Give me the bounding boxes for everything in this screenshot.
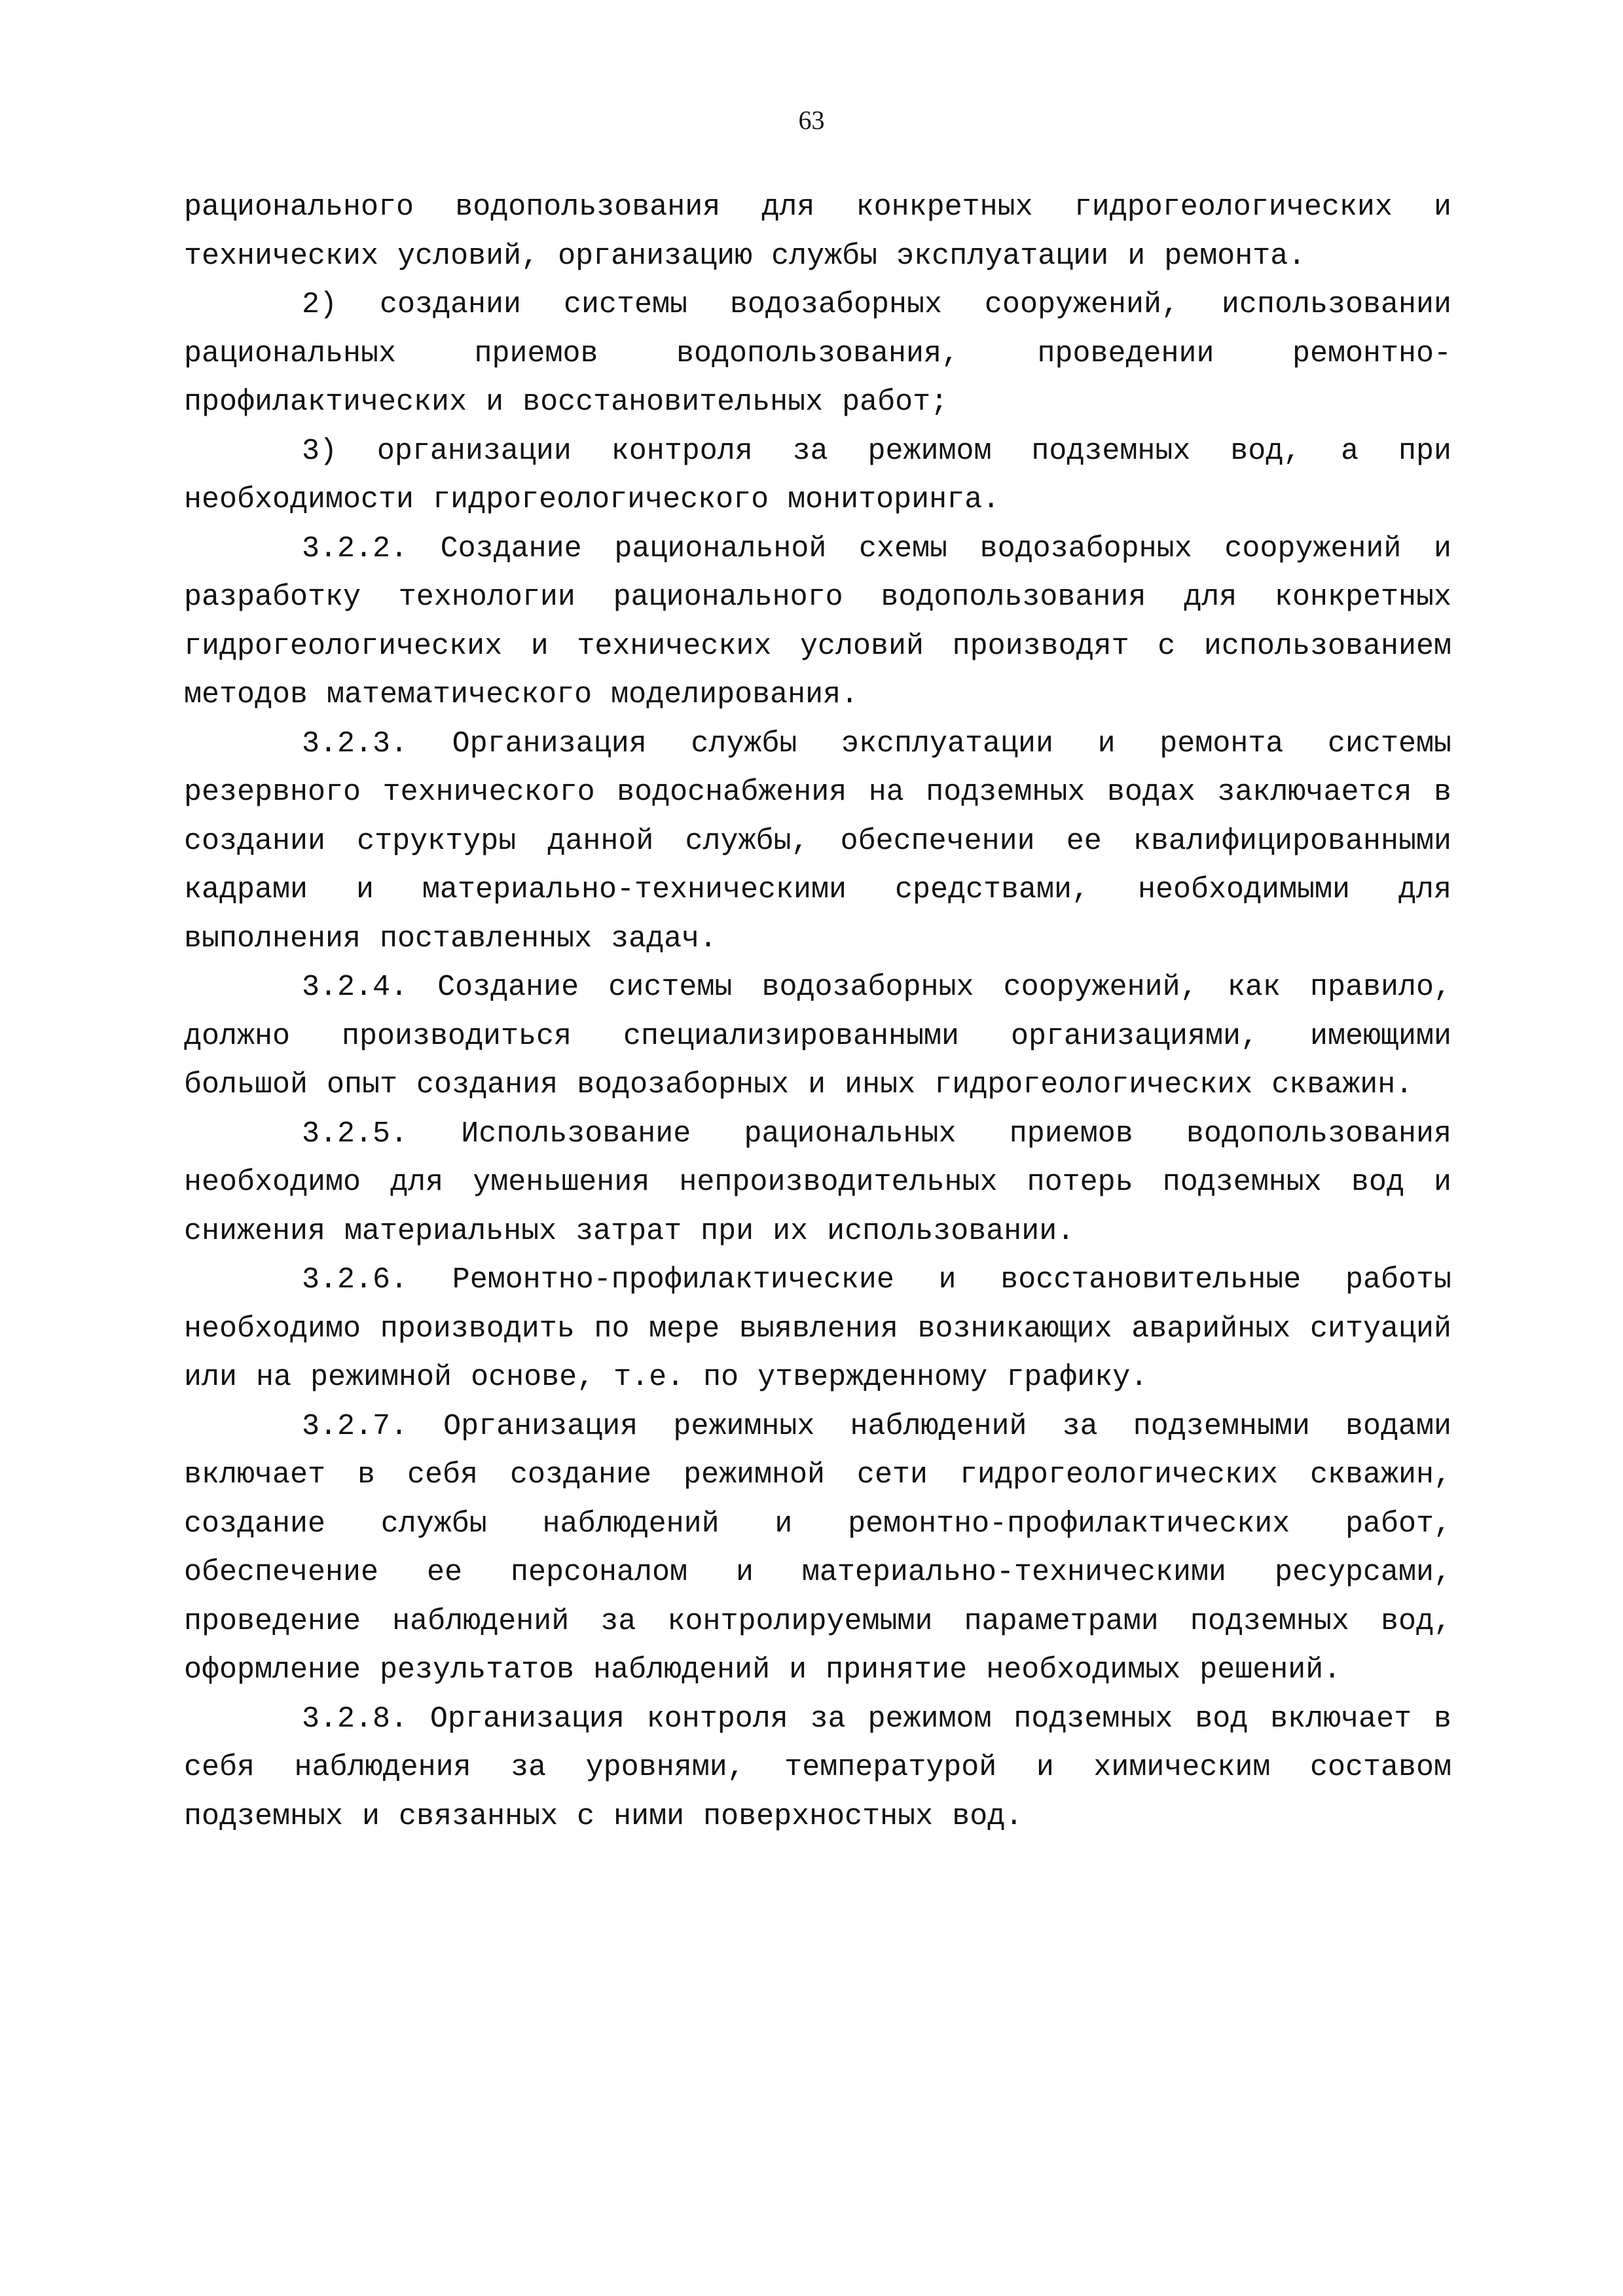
- paragraph-item-2: 2) создании системы водозаборных сооружений, использовании рациональных приемов водопользования, проведении ремонтно-профилактических и восстановительных работ;: [184, 288, 1451, 419]
- paragraph-3-2-3: 3.2.3. Организация службы эксплуатации и ремонта системы резервного технического водоснабжения на подземных водах заключается в создании структуры данной службы, обеспечении ее квалифицированными кадрами и материально-техническими средствами, необходимыми для выполнения поставленных задач.: [184, 726, 1451, 956]
- page-number: 63: [798, 105, 825, 135]
- paragraph-3-2-2: 3.2.2. Создание рациональной схемы водозаборных сооружений и разработку технологии рационального водопользования для конкретных гидрогеологических и технических условий производят с использованием методов математического моделирования.: [184, 531, 1451, 711]
- paragraph-item-3: 3) организации контроля за режимом подземных вод, а при необходимости гидрогеологического мониторинга.: [184, 434, 1451, 516]
- paragraph-3-2-7: 3.2.7. Организация режимных наблюдений за подземными водами включает в себя создание режимной сети гидрогеологических скважин, создание службы наблюдений и ремонтно-профилактических работ, обеспечение ее персоналом и материально-техническими ресурсами, проведение наблюдений за контролируемыми параметрами подземных вод, оформление результатов наблюдений и принятие необходимых решений.: [184, 1409, 1451, 1687]
- paragraph-3-2-5: 3.2.5. Использование рациональных приемов водопользования необходимо для уменьшения непроизводительных потерь подземных вод и снижения материальных затрат при их использовании.: [184, 1117, 1451, 1248]
- paragraph-continuation: рационального водопользования для конкретных гидрогеологических и технических условий, организацию службы эксплуатации и ремонта.: [184, 190, 1451, 273]
- paragraph-3-2-8: 3.2.8. Организация контроля за режимом подземных вод включает в себя наблюдения за уровнями, температурой и химическим составом подземных и связанных с ними поверхностных вод.: [184, 1702, 1451, 1833]
- document-body: [184, 183, 1451, 1841]
- paragraph-3-2-6: 3.2.6. Ремонтно-профилактические и восстановительные работы необходимо производить по мере выявления возникающих аварийных ситуаций или на режимной основе, т.е. по утвержденному графику.: [184, 1263, 1451, 1394]
- paragraph-3-2-4: 3.2.4. Создание системы водозаборных сооружений, как правило, должно производиться специализированными организациями, имеющими большой опыт создания водозаборных и иных гидрогеологических скважин.: [184, 971, 1451, 1102]
